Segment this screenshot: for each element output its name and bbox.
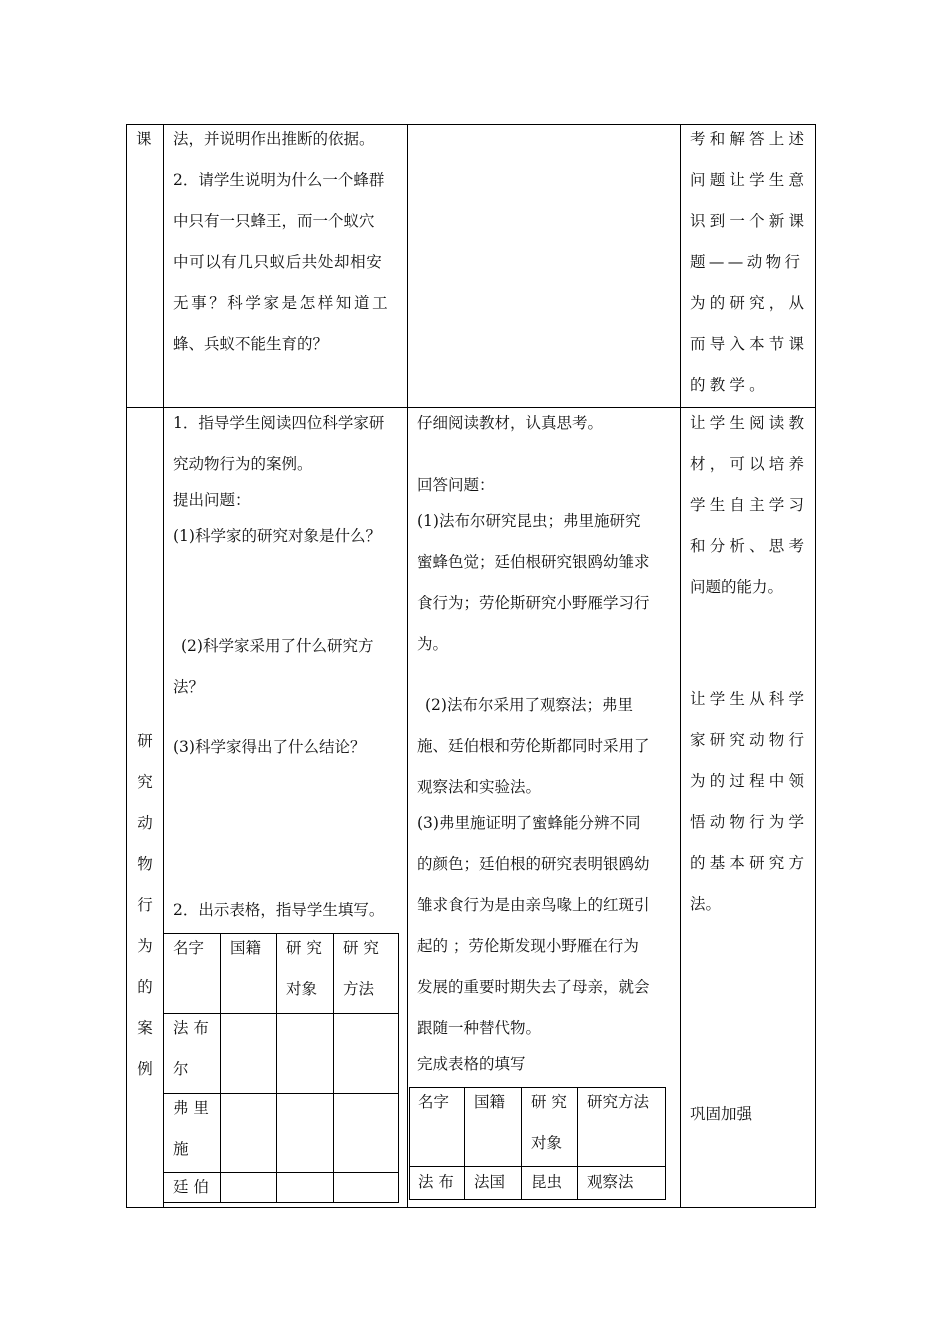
- design-line: 识到一个新课: [690, 212, 809, 230]
- teacher-line: 无事？科学家是怎样知道工: [173, 294, 391, 312]
- teacher-question: (3)科学家得出了什么结论？: [173, 738, 366, 756]
- table-border-bottom: [126, 1207, 816, 1208]
- stage-char: 例: [137, 1060, 153, 1078]
- stage-char: 研: [137, 732, 153, 750]
- student-table-cell: 法国: [474, 1173, 506, 1191]
- teacher-instruction: 2．出示表格，指导学生填写。: [173, 901, 385, 919]
- stage-label-row1: 课: [136, 130, 152, 148]
- teacher-line: 中可以有几只蚁后共处却相安: [173, 253, 383, 271]
- student-table-border: [464, 1087, 465, 1200]
- student-answer: 食行为；劳伦斯研究小野雁学习行: [417, 594, 650, 612]
- teacher-table-cell: 弗 里: [173, 1099, 209, 1117]
- design-line: 为的研究，从: [690, 294, 809, 312]
- student-answer: 雏求食行为是由亲鸟喙上的红斑引: [417, 896, 650, 914]
- design-line: 为的过程中领: [690, 772, 809, 790]
- teacher-table-border: [164, 933, 398, 934]
- teacher-instruction: 究动物行为的案例。: [173, 455, 313, 473]
- design-line: 悟动物行为学: [690, 813, 809, 831]
- teacher-table-header: 名字: [173, 939, 205, 957]
- student-answer: 跟随一种替代物。: [417, 1019, 542, 1037]
- teacher-instruction: 提出问题：: [173, 491, 251, 509]
- design-line: 法。: [690, 895, 722, 913]
- teacher-line: 蜂、兵蚁不能生育的？: [173, 335, 329, 353]
- student-table-header: 研究方法: [587, 1093, 650, 1111]
- student-activity: 回答问题：: [417, 476, 495, 494]
- table-row-divider: [126, 407, 816, 408]
- table-border-right: [815, 124, 816, 1208]
- student-table-border: [409, 1199, 665, 1200]
- student-table-border: [409, 1166, 665, 1167]
- design-line: 让学生阅读教: [690, 414, 809, 432]
- design-line: 家研究动物行: [690, 731, 809, 749]
- student-table-cell: 法 布: [418, 1173, 454, 1191]
- student-table-border: [665, 1087, 666, 1200]
- student-answer: 观察法和实验法。: [417, 778, 542, 796]
- design-line: 的教学。: [690, 376, 769, 394]
- teacher-question: 法？: [173, 678, 205, 696]
- column-divider-2: [407, 124, 408, 1208]
- teacher-table-header: 研 究: [286, 939, 322, 957]
- design-line: 考和解答上述: [690, 130, 809, 148]
- design-line: 问题让学生意: [690, 171, 809, 189]
- teacher-table-border: [220, 933, 221, 1203]
- teacher-instruction: 1．指导学生阅读四位科学家研: [173, 414, 385, 432]
- design-line: 而导入本节课: [690, 335, 809, 353]
- teacher-line: 中只有一只蜂王，而一个蚁穴: [173, 212, 375, 230]
- teacher-table-border: [164, 1013, 398, 1014]
- student-answer: 蜜蜂色觉；廷伯根研究银鸥幼雏求: [417, 553, 650, 571]
- teacher-question: (2)科学家采用了什么研究方: [181, 637, 374, 655]
- teacher-table-border: [333, 933, 334, 1203]
- teacher-table-border: [164, 1202, 398, 1203]
- stage-char: 为: [137, 937, 153, 955]
- student-table-border: [577, 1087, 578, 1200]
- student-table-header: 国籍: [474, 1093, 506, 1111]
- student-answer: 为。: [417, 635, 449, 653]
- stage-char: 的: [137, 978, 153, 996]
- column-divider-1: [163, 124, 164, 1208]
- student-table-header: 名字: [418, 1093, 450, 1111]
- student-answer: 发展的重要时期失去了母亲，就会: [417, 978, 650, 996]
- stage-char: 行: [137, 896, 153, 914]
- column-divider-3: [680, 124, 681, 1208]
- table-border-left: [126, 124, 127, 1208]
- student-activity: 完成表格的填写: [417, 1055, 526, 1073]
- student-table-header: 对象: [531, 1134, 563, 1152]
- teacher-question: (1)科学家的研究对象是什么？: [173, 527, 381, 545]
- student-answer: (3)弗里施证明了蜜蜂能分辨不同: [417, 814, 641, 832]
- student-answer: 的颜色；廷伯根的研究表明银鸥幼: [417, 855, 650, 873]
- design-line: 问题的能力。: [690, 578, 784, 596]
- design-line: 学生自主学习: [690, 496, 809, 514]
- design-line: 巩固加强: [690, 1105, 753, 1123]
- teacher-table-cell: 法 布: [173, 1019, 209, 1037]
- teacher-table-cell: 廷 伯: [173, 1178, 209, 1196]
- teacher-line: 法，并说明作出推断的依据。: [173, 130, 375, 148]
- teacher-table-border: [164, 1093, 398, 1094]
- student-table-header: 研 究: [531, 1093, 567, 1111]
- student-answer: 起的 ；劳伦斯发现小野雁在行为: [417, 937, 639, 955]
- student-answer: (1)法布尔研究昆虫；弗里施研究: [417, 512, 641, 530]
- student-activity: 仔细阅读教材，认真思考。: [417, 414, 604, 432]
- teacher-line: 2．请学生说明为什么一个蜂群: [173, 171, 385, 189]
- student-table-cell: 昆虫: [531, 1173, 563, 1191]
- student-answer: (2)法布尔采用了观察法；弗里: [425, 696, 633, 714]
- stage-char: 案: [137, 1019, 153, 1037]
- student-answer: 施、廷伯根和劳伦斯都同时采用了: [417, 737, 650, 755]
- design-line: 和分析、思考: [690, 537, 809, 555]
- student-table-border: [521, 1087, 522, 1200]
- design-line: 材，可以培养: [690, 455, 809, 473]
- stage-char: 究: [137, 773, 153, 791]
- stage-char: 物: [137, 855, 153, 873]
- teacher-table-border: [164, 1172, 398, 1173]
- student-table-border: [409, 1087, 410, 1200]
- table-border-top: [126, 124, 816, 125]
- student-table-cell: 观察法: [587, 1173, 634, 1191]
- teacher-table-border: [276, 933, 277, 1203]
- student-table-border: [409, 1087, 665, 1088]
- teacher-table-header: 方法: [343, 980, 375, 998]
- teacher-table-header: 研 究: [343, 939, 379, 957]
- teacher-table-border: [398, 933, 399, 1203]
- teacher-table-header: 对象: [286, 980, 318, 998]
- stage-char: 动: [137, 814, 153, 832]
- design-line: 的基本研究方: [690, 854, 809, 872]
- design-line: 题——动物行: [690, 253, 804, 271]
- design-line: 让学生从科学: [690, 690, 809, 708]
- teacher-table-cell: 施: [173, 1140, 189, 1158]
- teacher-table-cell: 尔: [173, 1060, 189, 1078]
- teacher-table-header: 国籍: [230, 939, 262, 957]
